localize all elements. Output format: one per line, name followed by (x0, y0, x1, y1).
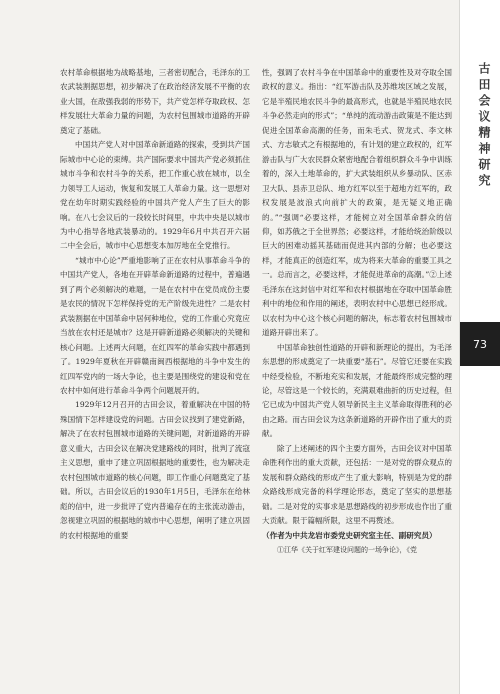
paragraph: 性，强调了农村斗争在中国革命中的重要性及对夺取全国政权的意义。指出：“红军游击队及苏维埃区域之发展，它是半殖民地农民斗争的最高形式，也就是半殖民地农民斗争必然走向的形式”；“单纯的流动游击政策是不能达到促进全国革命高潮的任务，而朱毛式、贺龙式、李文林式、方志敏式之有根据地的，有计划的建立政权的，红军游击队与广大农民群众紧密地配合着组织群众斗争中训练着的，深入土地革命的，扩大武装组织从乡暴动队、区赤卫大队、县赤卫总队、地方红军以至于超地方红军的，政权发展是波浪式向前扩大的政策，是无疑义地正确的。”“强调“必要这样，才能树立对全国革命群众的信仰，如苏俄之于全世界然；必要这样，才能给统治阶级以巨大的困难动摇其基础而促进其内部的分解；也必要这样，才能真正的创造红军，成为将来大革命的重要工具之一。总而言之，必要这样，才能促进革命的高潮。”②上述毛泽东在这封信中对红军和农村根据地在夺取中国革命胜利中的地位和作用的阐述，表明农村中心思想已经形成。以农村为中心这个核心问题的解决，标志着农村包围城市道路开辟出来了。 (262, 68, 453, 338)
paragraph: “城市中心论”严重地影响了正在农村从事革命斗争的中国共产党人，各地在开辟革命新道路的过程中，普遍遇到了两个必须解决的难题，一是在农村中在党员成份主要是农民的情况下怎样保持党的无产阶级先进性？二是农村武装割据在中国革命中居何种地位，党的工作重心究竟应当放在农村还是城市？这是开辟新道路必须解决的关键和核心问题。上述两大问题，在红四军的革命实践中都遇到了。1929年夏秋在开辟赣南闽西根据地的斗争中发生的红四军党内的一场大争论，也主要是围绕党的建设和党在农村中如何进行革命斗争两个问题展开的。 (60, 255, 250, 395)
paragraph: 除了上述阐述的四个主要方面外，古田会议对中国革命胜利作出的重大贡献，还包括：一是对党的群众观点的发展和群众路线的形成产生了重大影响，特别是为党的群众路线形成完备的科学理论形态，奠定了坚实的思想基础。二是对党的实事求是思想路线的初步形成也作出了重大贡献。限于篇幅所限，这里不再赘述。 (262, 443, 452, 526)
side-strip (459, 0, 500, 694)
paragraph: 农村革命根据地为战略基地，三者密切配合，毛泽东的工农武装割据思想，初步解决了在政治经济发展不平衡的农业大国，在敌强我弱的形势下，共产党怎样夺取政权、怎样发展壮大革命力量的问题，为农村包围城市道路的开辟奠定了基础。 (60, 68, 250, 135)
paragraph: 中国共产党人对中国革命新道路的探索，受到共产国际城市中心论的束缚。共产国际要求中国共产党必须抓住城市斗争和农村斗争的关系，把工作重心放在城市，以全力领导工人运动，恢复和发展工人革命力量。这一思想对党在幼年时期实践经验的中国共产党人产生了巨大的影响。在八七会议后的一段较长时间里，中共中央是以城市为中心指导各地武装暴动的。1929年6月中共召开六届二中全会后，城市中心思想变本加厉地在全党推行。 (60, 140, 250, 251)
section-title: 古田会议精神研究 (477, 62, 491, 190)
paragraph: 中国革命独创性道路的开辟和新理论的提出，为毛泽东思想的形成奠定了一块重要“基石”。尽管它还要在实践中经受检验，不断地充实和发展，才能最终形成完整的理论，尽管这是一个较长的，充满艰难曲折的历史过程，但它已成为中国共产党人领导新民主主义革命取得胜利的必由之路。而古田会议为这条新道路的开辟作出了重大的贡献。 (262, 342, 453, 439)
left-text-column (60, 66, 250, 543)
author-note: （作者为中共龙岩市委党史研究室主任、副研究员） (262, 530, 437, 540)
footnote: ①江华《关于红军建设问题的一场争论》，《党 (277, 545, 417, 554)
paragraph: 1929年12月召开的古田会议，着重解决在中国的特殊国情下怎样建设党的问题。古田会议找到了建党新路，解决了在农村包围城市道路的关键问题，对新道路的开辟意义重大，古田会议在解决党建路线的同时，批判了流寇主义思想，重申了建立巩固根据地的重要性，也为解决走农村包围城市道路的核心问题，即工作重心问题奠定了基础。所以，古田会议后的1930年1月5日，毛泽东在给林彪的信中，进一步批评了党内普遍存在的主张流动游击，忽视建立巩固的根据地的城市中心思想，阐明了建立巩固的农村根据地的重要 (60, 400, 250, 540)
right-text-column (262, 66, 452, 557)
page-number: 73 (460, 322, 500, 366)
